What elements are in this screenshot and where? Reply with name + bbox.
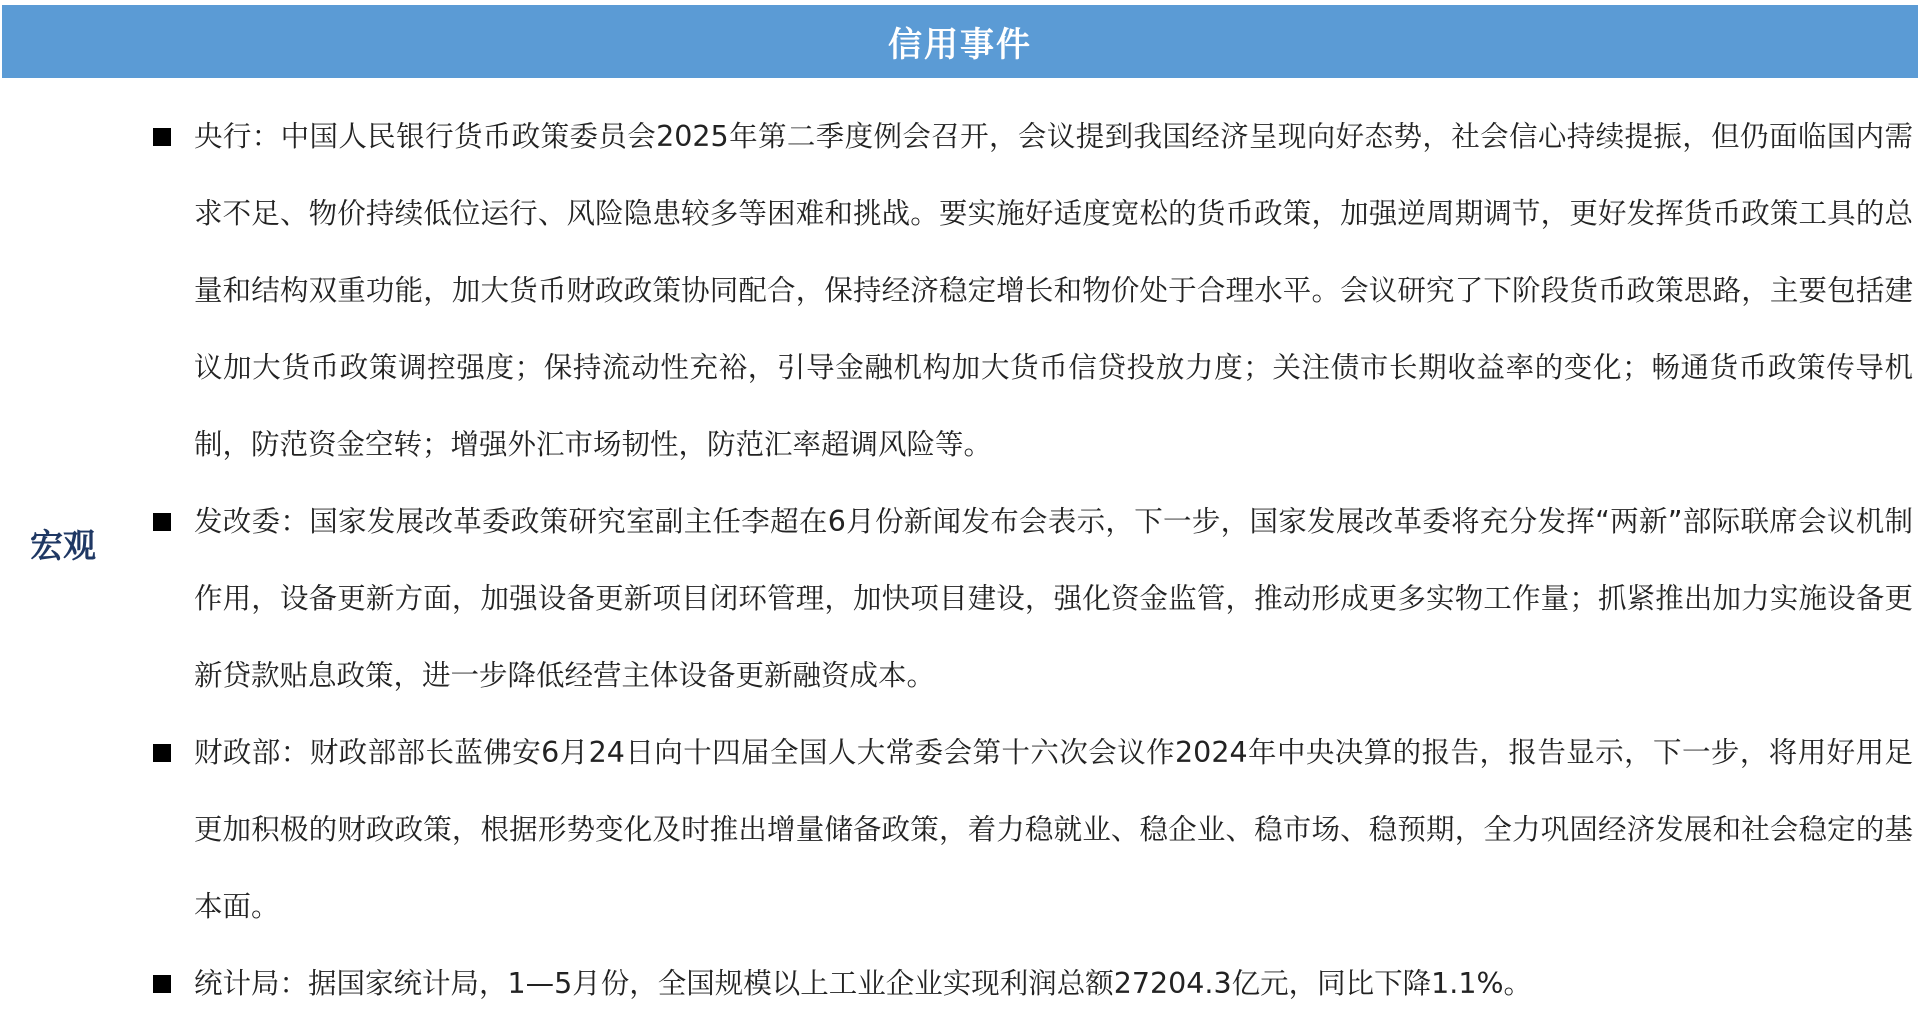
list-item: [148, 98, 1913, 483]
news-list: [148, 98, 1913, 1022]
page-title: 信用事件: [888, 25, 1032, 65]
header-bar: [2, 5, 1918, 78]
square-bullet-icon: [148, 945, 194, 1022]
square-bullet-icon: [148, 483, 194, 560]
section-label-macro: 宏观: [30, 526, 96, 565]
square-bullet-icon: [148, 714, 194, 791]
list-item: [148, 945, 1913, 1022]
list-item: [148, 714, 1913, 945]
item-text: 财政部：财政部部长蓝佛安6月24日向十四届全国人大常委会第十六次会议作2024年中央决算的报告，报告显示，下一步，将用好用足更加积极的财政政策，根据形势变化及时推出增量储备政策，着力稳就业、稳企业、稳市场、稳预期，全力巩固经济发展和社会稳定的基本面。: [194, 736, 1913, 923]
item-text: 统计局：据国家统计局，1—5月份，全国规模以上工业企业实现利润总额27204.3亿元，同比下降1.1%。: [194, 967, 1533, 1000]
item-text: 发改委：国家发展改革委政策研究室副主任李超在6月份新闻发布会表示，下一步，国家发展改革委将充分发挥“两新”部际联席会议机制作用，设备更新方面，加强设备更新项目闭环管理，加快项目建设，强化资金监管，推动形成更多实物工作量；抓紧推出加力实施设备更新贷款贴息政策，进一步降低经营主体设备更新融资成本。: [194, 505, 1913, 692]
square-bullet-icon: [148, 98, 194, 175]
item-text: 央行：中国人民银行货币政策委员会2025年第二季度例会召开，会议提到我国经济呈现向好态势，社会信心持续提振，但仍面临国内需求不足、物价持续低位运行、风险隐患较多等困难和挑战。要实施好适度宽松的货币政策，加强逆周期调节，更好发挥货币政策工具的总量和结构双重功能，加大货币财政政策协同配合，保持经济稳定增长和物价处于合理水平。会议研究了下阶段货币政策思路，主要包括建议加大货币政策调控强度；保持流动性充裕，引导金融机构加大货币信贷投放力度；关注债市长期收益率的变化；畅通货币政策传导机制，防范资金空转；增强外汇市场韧性，防范汇率超调风险等。: [194, 120, 1913, 461]
list-item: [148, 483, 1913, 714]
